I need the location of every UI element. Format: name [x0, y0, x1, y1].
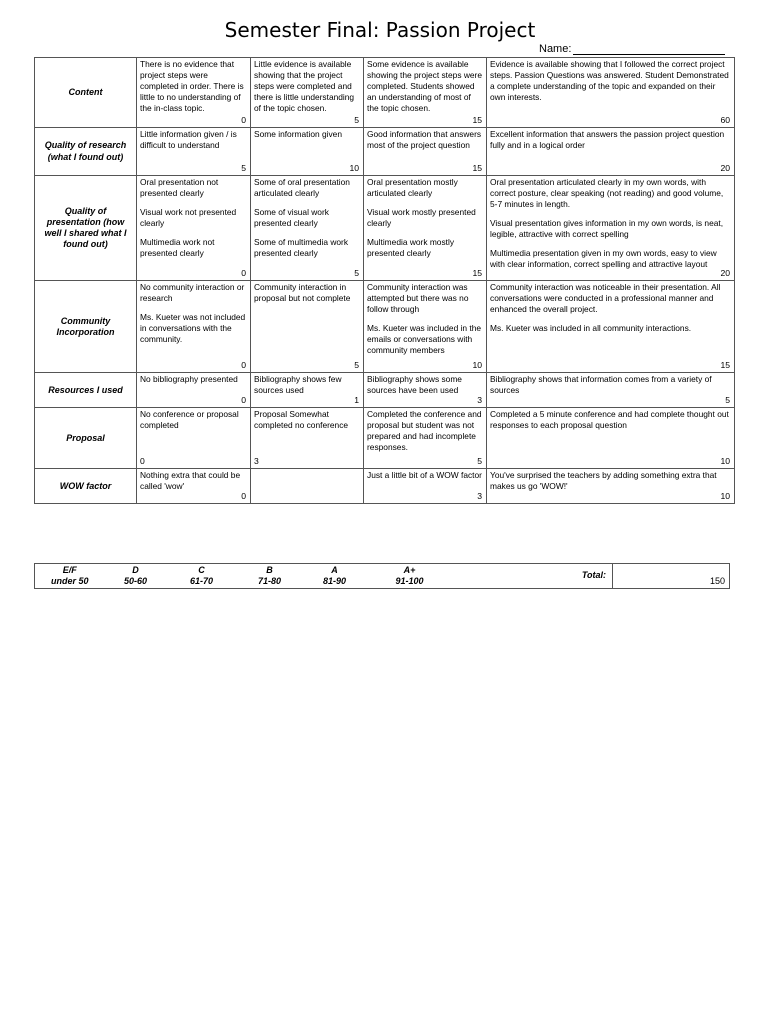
rubric-cell [251, 281, 364, 373]
cell-description: You've surprised the teachers by adding something extra that makes us go 'WOW!' [490, 470, 717, 492]
criterion-label: Resources I used [35, 373, 137, 408]
name-label: Name: [539, 43, 572, 55]
cell-description: Multimedia work not presented clearly [140, 236, 215, 258]
cell-description: Ms. Kueter was included in all community interactions. [490, 323, 692, 334]
cell-description: No bibliography presented [140, 374, 238, 385]
rubric-cell [137, 281, 251, 373]
grade-range: 91-100 [395, 575, 424, 586]
cell-points: 5 [725, 395, 730, 406]
cell-description: Community interaction in proposal but not complete [254, 282, 351, 304]
cell-description: Some of visual work presented clearly [254, 206, 329, 228]
rubric-cell [137, 408, 251, 469]
name-blank-line[interactable] [573, 43, 725, 55]
rubric-cell [137, 58, 251, 128]
rubric-cell [487, 176, 735, 281]
cell-points: 5 [354, 360, 359, 371]
rubric-cell [364, 281, 487, 373]
rubric-cell [137, 469, 251, 504]
criterion-label: Community Incorporation [35, 281, 137, 373]
rubric-cell [364, 373, 487, 408]
cell-description: Some evidence is available showing the project steps were completed. Students showed an understanding of most of the topic chosen. [367, 59, 482, 113]
criterion-label: WOW factor [35, 469, 137, 504]
grade-letter: A+ [403, 565, 416, 575]
cell-description: Oral presentation mostly articulated clearly [367, 177, 458, 198]
cell-description: Visual work not presented clearly [140, 206, 237, 228]
criterion-label: Quality of presentation (how well I shared what I found out) [35, 176, 137, 281]
rubric-cell [251, 176, 364, 281]
grade-range: 71-80 [257, 575, 282, 586]
grade-band [237, 564, 303, 589]
cell-description: Good information that answers most of the project question [367, 129, 482, 150]
rubric-cell [487, 128, 735, 176]
cell-description: Ms. Kueter was included in the emails or conversations with community members [367, 323, 482, 356]
cell-points: 5 [241, 162, 246, 173]
grade-letter: D [132, 565, 139, 575]
cell-description: Proposal Somewhat completed no conference [254, 409, 349, 431]
cell-points: 0 [241, 114, 246, 125]
cell-description: Visual work mostly presented clearly [367, 206, 476, 228]
rubric-cell [364, 469, 487, 504]
rubric-cell [137, 373, 251, 408]
cell-description: Completed a 5 minute conference and had complete thought out responses to each proposal question [490, 409, 729, 431]
cell-description: Bibliography shows that information comes from a variety of sources [490, 374, 712, 396]
grade-letter: E/F [62, 565, 77, 575]
cell-description: No conference or proposal completed [140, 409, 239, 431]
cell-description: There is no evidence that project steps were completed in order. There is little to no understanding of the in-class topic. [140, 59, 244, 113]
rubric-cell [251, 58, 364, 128]
rubric-cell [137, 128, 251, 176]
cell-points: 0 [140, 456, 145, 467]
cell-points: 20 [720, 268, 730, 279]
rubric-cell [487, 373, 735, 408]
rubric-cell [364, 176, 487, 281]
cell-description: Community interaction was attempted but there was no follow through [367, 282, 469, 315]
cell-description: Visual presentation gives information in my own words, is neat, legible, attractive with correct spelling [490, 217, 724, 239]
rubric-cell [487, 281, 735, 373]
cell-points: 60 [720, 114, 730, 125]
cell-description: No community interaction or research [140, 282, 245, 304]
cell-points: 0 [241, 360, 246, 371]
rubric-cell [487, 408, 735, 469]
cell-description: Oral presentation articulated clearly in my own words, with correct posture, clear speaking (not reading) and good volume, 5-7 minutes in length. [490, 177, 724, 209]
cell-points: 15 [472, 114, 482, 125]
rubric-row [35, 469, 735, 504]
cell-description: Evidence is available showing that I followed the correct project steps. Passion Questions was answered. Student Demonstrated a complete understanding of the topic and expanded on their own interests. [490, 59, 729, 102]
rubric-cell [251, 408, 364, 469]
cell-points: 5 [477, 456, 482, 467]
grade-band [35, 564, 105, 589]
criterion-label: Content [35, 58, 137, 128]
cell-description: Multimedia work mostly presented clearly [367, 236, 455, 258]
cell-points: 5 [354, 268, 359, 279]
cell-description: Community interaction was noticeable in their presentation. All conversations were conducted in a professional manner and enhanced the overall project. [490, 282, 721, 315]
criterion-label: Quality of research (what I found out) [35, 128, 137, 176]
grade-band [367, 564, 453, 589]
rubric-row [35, 373, 735, 408]
rubric-cell [251, 373, 364, 408]
cell-points: 0 [241, 491, 246, 502]
grade-range: 61-70 [189, 575, 214, 586]
cell-description: Just a little bit of a WOW factor [367, 470, 482, 481]
criterion-label: Proposal [35, 408, 137, 469]
cell-description: Bibliography shows few sources used [254, 374, 342, 396]
rubric-cell [364, 58, 487, 128]
rubric-cell [487, 58, 735, 128]
rubric-row [35, 176, 735, 281]
rubric-cell [487, 469, 735, 504]
cell-points: 1 [354, 395, 359, 406]
cell-points: 3 [254, 456, 259, 467]
cell-points: 5 [354, 114, 359, 125]
cell-points: 10 [472, 360, 482, 371]
rubric-row [35, 281, 735, 373]
cell-description: Some information given [254, 129, 342, 139]
rubric-table [34, 57, 735, 504]
cell-points: 20 [720, 162, 730, 173]
cell-points: 10 [349, 162, 359, 173]
name-field[interactable] [539, 43, 725, 55]
cell-points: 15 [472, 162, 482, 173]
rubric-row [35, 408, 735, 469]
cell-points: 0 [241, 268, 246, 279]
cell-description: Bibliography shows some sources have been used [367, 374, 462, 396]
grade-range: 81-90 [322, 575, 347, 586]
rubric-row [35, 128, 735, 176]
grade-range: under 50 [50, 575, 89, 586]
grade-letter: A [331, 565, 338, 575]
cell-description: Little evidence is available showing that the project steps were completed and there is little understanding of the topic chosen. [254, 59, 355, 113]
cell-description: Completed the conference and proposal but student was not prepared and had incomplete responses. [367, 409, 482, 453]
total-label: Total: [453, 564, 613, 589]
cell-description: Ms. Kueter was not included in conversations with the community. [140, 312, 246, 345]
grade-letter: B [266, 565, 273, 575]
total-value[interactable]: 150 [613, 564, 730, 589]
rubric-cell [137, 176, 251, 281]
grade-band [105, 564, 167, 589]
cell-description: Some of multimedia work presented clearly [254, 236, 349, 258]
cell-description: Nothing extra that could be called 'wow' [140, 470, 241, 492]
rubric-cell [251, 128, 364, 176]
cell-points: 15 [720, 360, 730, 371]
grade-range: 50-60 [123, 575, 148, 586]
cell-points: 3 [477, 395, 482, 406]
rubric-row [35, 58, 735, 128]
grade-letter: C [198, 565, 205, 575]
cell-points: 10 [720, 491, 730, 502]
cell-description: Excellent information that answers the passion project question fully and in a logical order [490, 129, 725, 150]
grade-scale-table [34, 563, 730, 589]
grade-band [167, 564, 237, 589]
cell-points: 0 [241, 395, 246, 406]
cell-points: 10 [720, 456, 730, 467]
cell-description: Little information given / is difficult to understand [140, 129, 237, 150]
cell-description: Multimedia presentation given in my own words, easy to view with clear information, correct spelling and attractive layout [490, 247, 717, 269]
cell-description: Oral presentation not presented clearly [140, 177, 219, 198]
page-title: Semester Final: Passion Project [224, 18, 536, 42]
rubric-cell [364, 128, 487, 176]
cell-points: 15 [472, 268, 482, 279]
cell-description: Some of oral presentation articulated clearly [254, 177, 350, 198]
cell-points: 3 [477, 491, 482, 502]
rubric-cell [364, 408, 487, 469]
grade-band [303, 564, 367, 589]
rubric-cell [251, 469, 364, 504]
